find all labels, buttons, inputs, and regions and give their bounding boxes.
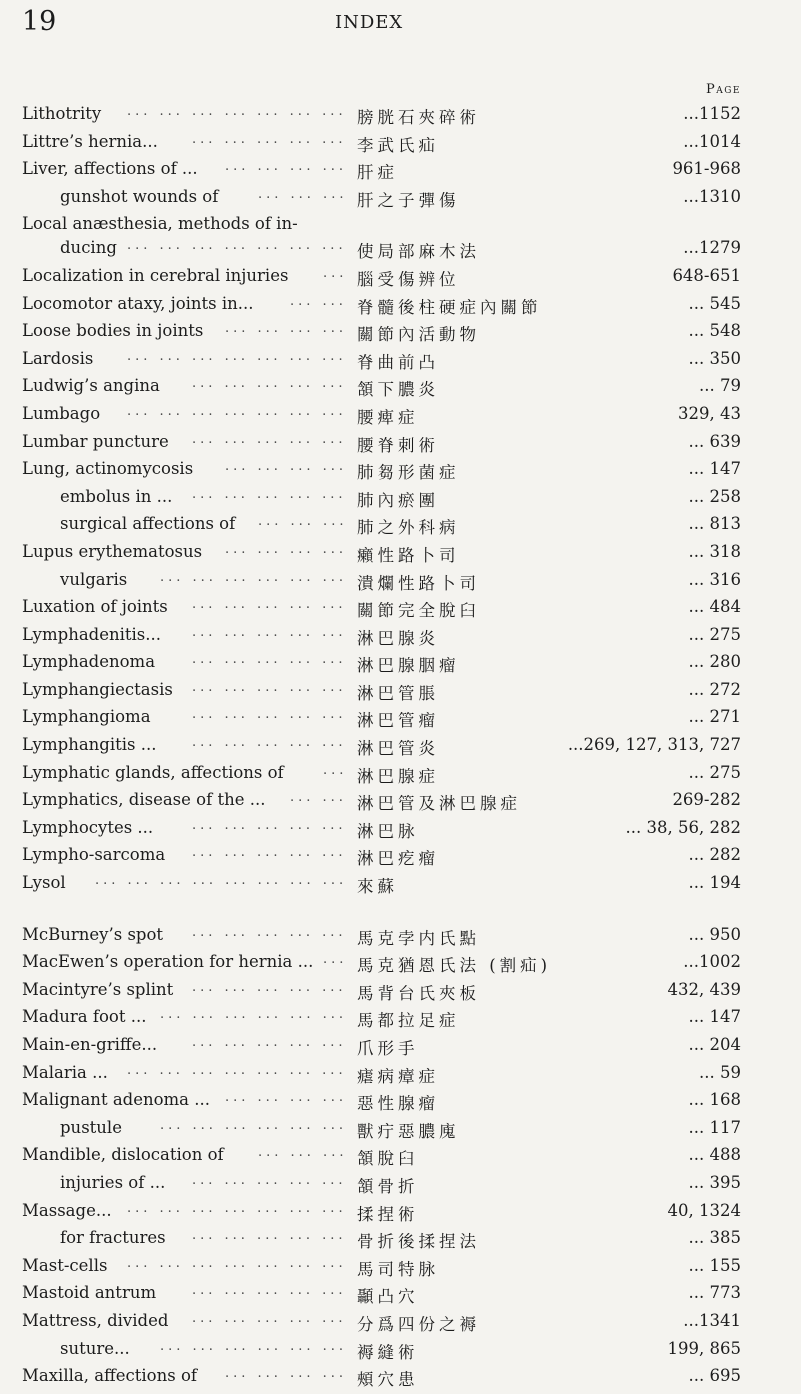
- entry-chinese-term: 脊曲前凸: [357, 352, 439, 372]
- entry-page-reference: ...1002: [683, 952, 741, 972]
- index-entry: [22, 873, 741, 901]
- entry-page-reference: ... 548: [688, 321, 741, 341]
- entry-page-reference: 961-968: [672, 159, 741, 179]
- leader-dots: ... ... ... ... ...: [192, 707, 347, 723]
- entry-term: Ludwig’s angina: [22, 376, 160, 396]
- index-entry: [22, 238, 741, 266]
- entry-page-reference: ... 950: [688, 924, 741, 944]
- entry-term: Madura foot ...: [22, 1007, 147, 1027]
- running-head: INDEX: [335, 12, 404, 33]
- index-entry: [22, 570, 741, 598]
- entry-page-reference: ... 271: [688, 707, 741, 727]
- leader-dots: ... ... ... ...: [225, 321, 347, 337]
- entry-term: Lymphocytes ...: [22, 817, 154, 837]
- leader-dots: ... ... ... ...: [225, 1366, 347, 1382]
- entry-page-reference: ... 272: [688, 679, 741, 699]
- entry-term: Mattress, divided: [22, 1310, 169, 1330]
- entry-chinese-term: 肝之子彈傷: [357, 190, 460, 210]
- leader-dots: ... ... ... ... ... ... ... ...: [95, 873, 348, 889]
- index-entry: [22, 1118, 741, 1146]
- entry-page-reference: ... 545: [688, 293, 741, 313]
- entry-page-reference: ... 695: [688, 1366, 741, 1386]
- entry-term: injuries of ...: [60, 1172, 166, 1192]
- entry-chinese-term: 淋巴管及淋巴腺症: [357, 794, 521, 814]
- entry-term: Lupus erythematosus: [22, 541, 203, 561]
- entry-page-reference: ... 350: [688, 348, 741, 368]
- index-entry: [22, 680, 741, 708]
- index-entry: [22, 404, 741, 432]
- leader-dots: ...: [323, 762, 348, 778]
- entry-page-reference: ... 59: [699, 1062, 741, 1082]
- leader-dots: ... ... ... ... ...: [192, 1035, 347, 1050]
- leader-dots: ... ... ... ... ... ... ...: [127, 403, 347, 419]
- entry-chinese-term: 腰痺症: [357, 407, 419, 427]
- entry-term: Lymphangiectasis: [22, 679, 173, 699]
- leader-dots: ... ... ... ... ... ... ...: [127, 1255, 347, 1271]
- index-entry: [22, 159, 741, 187]
- entry-term: Loose bodies in joints: [22, 321, 204, 341]
- entry-chinese-term: 淋巴腺胭瘤: [357, 656, 460, 676]
- index-entry: [22, 597, 741, 625]
- leader-dots: ... ... ... ... ...: [192, 624, 347, 640]
- index-entry: [22, 952, 741, 980]
- entry-chinese-term: 頷骨折: [357, 1176, 419, 1196]
- entry-chinese-term: 肺之外科病: [357, 518, 460, 538]
- leader-dots: ... ... ... ... ... ... ...: [127, 104, 347, 119]
- entry-term: Lymphatics, disease of the ...: [22, 790, 266, 810]
- entry-term: Lardosis: [22, 348, 94, 368]
- index-entry: [22, 1201, 741, 1229]
- entry-term: for fractures: [60, 1228, 166, 1248]
- entry-term: Main-en-griffe...: [22, 1035, 158, 1054]
- entry-page-reference: ... 79: [699, 376, 741, 396]
- entry-term: Littre’s hernia...: [22, 131, 158, 151]
- index-entry: [22, 625, 741, 653]
- index-entry: [22, 349, 741, 377]
- entry-term: ducing: [60, 238, 117, 258]
- entry-chinese-term: 馬都拉足症: [357, 1011, 460, 1031]
- entry-chinese-term: 淋巴疙瘤: [357, 849, 439, 869]
- index-entry: [22, 1283, 741, 1311]
- leader-dots: ... ... ... ... ...: [192, 597, 347, 613]
- entry-chinese-term: 關節內活動物: [357, 325, 480, 345]
- leader-dots: ... ... ... ... ...: [192, 1228, 347, 1244]
- index-entry: [22, 187, 741, 215]
- entry-page-reference: 269-282: [672, 790, 741, 810]
- entry-term: Malignant adenoma ...: [22, 1090, 211, 1110]
- leader-dots: ... ... ... ... ... ... ...: [127, 238, 347, 254]
- entry-page-reference: ... 117: [688, 1117, 741, 1137]
- entry-chinese-term: 揉捏術: [357, 1204, 419, 1224]
- index-entry: [22, 1145, 741, 1173]
- entry-chinese-term: 來蘇: [357, 877, 398, 897]
- leader-dots: ... ... ... ... ...: [192, 431, 347, 447]
- entry-term: Lympho-sarcoma: [22, 845, 166, 865]
- index-entry: [22, 1311, 741, 1339]
- leader-dots: ... ... ...: [258, 186, 348, 202]
- entry-chinese-term: 骨折後揉捏法: [357, 1232, 480, 1252]
- entry-page-reference: ... 773: [688, 1283, 741, 1303]
- index-entry: [22, 1366, 741, 1394]
- entry-chinese-term: 馬克孛内氏點: [357, 928, 480, 948]
- entry-page-reference: ... 488: [688, 1145, 741, 1165]
- entry-page-reference: ... 194: [688, 873, 741, 893]
- entry-chinese-term: 淋巴腺炎: [357, 628, 439, 648]
- entry-chinese-term: 瘧病瘴症: [357, 1066, 439, 1086]
- entry-term: Macintyre’s splint: [22, 979, 174, 999]
- entry-page-reference: ... 147: [688, 1007, 741, 1027]
- entry-term: Malaria ...: [22, 1062, 108, 1082]
- entry-page-reference: 648-651: [672, 265, 741, 285]
- entry-term: vulgaris: [60, 569, 128, 589]
- leader-dots: ... ... ... ... ... ... ...: [127, 1062, 347, 1078]
- entry-chinese-term: 關節完全脫臼: [357, 601, 480, 621]
- index-entry: [22, 790, 741, 818]
- entry-chinese-term: 使局部麻木法: [357, 242, 480, 262]
- entry-term: Local anæsthesia, methods of in-: [22, 214, 298, 234]
- entry-page-reference: ...1341: [683, 1310, 741, 1330]
- entry-term: Massage...: [22, 1200, 112, 1220]
- leader-dots: ... ... ... ... ...: [192, 924, 347, 940]
- entry-chinese-term: 淋巴脉: [357, 821, 419, 841]
- entry-page-reference: ... 282: [688, 845, 741, 865]
- index-entry: [22, 432, 741, 460]
- entry-page-reference: ... 275: [688, 624, 741, 644]
- entry-chinese-term: 腦受傷辨位: [357, 269, 460, 289]
- index-entry: [22, 266, 741, 294]
- index-entry: [22, 542, 741, 570]
- leader-dots: ... ... ... ... ...: [192, 679, 347, 695]
- entry-chinese-term: 頰穴患: [357, 1370, 419, 1390]
- leader-dots: ... ... ... ... ... ...: [160, 569, 348, 585]
- entry-page-reference: ... 147: [688, 459, 741, 479]
- index-entry: [22, 104, 741, 132]
- entry-page-reference: ...1310: [683, 186, 741, 206]
- index-entry: [22, 652, 741, 680]
- entry-chinese-term: 頷脫臼: [357, 1149, 419, 1169]
- leader-dots: ... ... ... ... ...: [192, 1310, 347, 1326]
- entry-page-reference: ... 275: [688, 762, 741, 782]
- index-entry: [22, 818, 741, 846]
- leader-dots: ...: [323, 265, 348, 281]
- entry-page-reference: ... 385: [688, 1228, 741, 1248]
- leader-dots: ... ... ... ... ...: [192, 1172, 347, 1188]
- index-entry: [22, 487, 741, 515]
- index-entry: [22, 514, 741, 542]
- entry-term: surgical affections of: [60, 514, 236, 534]
- entry-term: embolus in ...: [60, 486, 173, 506]
- entry-chinese-term: 肺芻形菌症: [357, 463, 460, 483]
- leader-dots: ... ... ... ... ... ... ...: [127, 348, 347, 364]
- entry-page-reference: ... 316: [688, 569, 741, 589]
- entry-chinese-term: 惡性腺瘤: [357, 1094, 439, 1114]
- entry-term: Mast-cells: [22, 1255, 108, 1275]
- page-number: 19: [22, 6, 57, 37]
- entry-chinese-term: 肝症: [357, 163, 398, 183]
- leader-dots: ... ... ... ... ...: [192, 845, 347, 861]
- leader-dots: ... ... ... ... ...: [192, 652, 347, 668]
- entry-chinese-term: 爪形手: [357, 1039, 419, 1058]
- index-entry: [22, 1063, 741, 1091]
- leader-dots: ... ... ... ... ...: [192, 1283, 347, 1299]
- entry-term: MacEwen’s operation for hernia ...: [22, 952, 314, 972]
- entry-page-reference: ... 813: [688, 514, 741, 534]
- entry-term: Lumbago: [22, 403, 101, 423]
- entry-page-reference: 329, 43: [678, 403, 741, 423]
- leader-dots: ... ... ... ... ...: [192, 979, 347, 995]
- entry-term: Lumbar puncture: [22, 431, 169, 451]
- index-entry: [22, 925, 741, 953]
- entry-chinese-term: 潰爛性路卜司: [357, 573, 480, 593]
- entry-page-reference: 199, 865: [667, 1338, 741, 1358]
- index-entry: [22, 1339, 741, 1367]
- entry-page-reference: ... 280: [688, 652, 741, 672]
- entry-chinese-term: 獸疔惡膿廆: [357, 1121, 460, 1141]
- entry-term: Lysol: [22, 873, 66, 893]
- entry-page-reference: ... 38, 56, 282: [625, 817, 741, 837]
- entry-chinese-term: 腰脊刺術: [357, 435, 439, 455]
- entry-term: pustule: [60, 1117, 122, 1137]
- entry-page-reference: ... 639: [688, 431, 741, 451]
- leader-dots: ... ... ... ... ...: [192, 735, 347, 751]
- entry-page-reference: 432, 439: [667, 979, 741, 999]
- entry-chinese-term: 淋巴管炎: [357, 739, 439, 759]
- leader-dots: ... ... ...: [258, 514, 348, 530]
- page-column-heading: Page: [705, 82, 741, 97]
- entry-term: Mandible, dislocation of: [22, 1145, 224, 1165]
- entry-page-reference: ... 204: [688, 1035, 741, 1054]
- entry-page-reference: ... 484: [688, 597, 741, 617]
- entry-page-reference: 40, 1324: [667, 1200, 741, 1220]
- leader-dots: ... ... ... ... ...: [192, 376, 347, 392]
- leader-dots: ... ...: [290, 790, 347, 806]
- leader-dots: ...: [323, 952, 348, 968]
- index-entry: [22, 845, 741, 873]
- entry-chinese-term: 分爲四份之褥: [357, 1314, 480, 1334]
- leader-dots: ... ... ... ...: [225, 541, 347, 557]
- index-entry: [22, 707, 741, 735]
- entry-term: Lymphatic glands, affections of: [22, 762, 284, 782]
- entry-page-reference: ... 168: [688, 1090, 741, 1110]
- index-entry: [22, 459, 741, 487]
- index-entry: [22, 980, 741, 1008]
- entry-page-reference: ...1279: [683, 238, 741, 258]
- index-entries: [22, 104, 741, 1394]
- entry-term: Lymphadenoma: [22, 652, 156, 672]
- entry-term: Lithotrity: [22, 104, 102, 123]
- index-entry: [22, 1173, 741, 1201]
- entry-page-reference: ... 155: [688, 1255, 741, 1275]
- entry-term: Maxilla, affections of: [22, 1366, 197, 1386]
- entry-chinese-term: 脊髓後柱硬症內關節: [357, 297, 542, 317]
- entry-chinese-term: 淋巴管脹: [357, 683, 439, 703]
- leader-dots: ... ... ... ... ... ...: [160, 1338, 348, 1354]
- leader-dots: ... ... ... ... ... ...: [160, 1007, 348, 1023]
- entry-term: McBurney’s spot: [22, 924, 164, 944]
- entry-page-reference: ...1014: [683, 131, 741, 151]
- entry-chinese-term: 淋巴腺症: [357, 766, 439, 786]
- index-entry: [22, 1035, 741, 1063]
- leader-dots: ... ... ... ... ... ...: [160, 1117, 348, 1133]
- index-entry: [22, 1090, 741, 1118]
- entry-page-reference: ...269, 127, 313, 727: [567, 735, 741, 755]
- entry-page-reference: ... 318: [688, 541, 741, 561]
- entry-term: Localization in cerebral injuries: [22, 265, 289, 285]
- leader-dots: ... ... ... ... ...: [192, 486, 347, 502]
- leader-dots: ... ... ... ... ... ... ...: [127, 1200, 347, 1216]
- index-entry: [22, 294, 741, 322]
- entry-chinese-term: 癩性路卜司: [357, 545, 460, 565]
- entry-chinese-term: 膀胱石夾碎術: [357, 108, 480, 127]
- entry-page-reference: ... 258: [688, 486, 741, 506]
- leader-dots: ... ... ... ...: [225, 1090, 347, 1106]
- leader-dots: ... ... ...: [258, 1145, 348, 1161]
- entry-chinese-term: 肺內瘀團: [357, 490, 439, 510]
- entry-term: Lymphangitis ...: [22, 735, 157, 755]
- entry-term: Locomotor ataxy, joints in...: [22, 293, 254, 313]
- entry-chinese-term: 李武氏疝: [357, 135, 439, 155]
- index-entry: [22, 321, 741, 349]
- leader-dots: ... ... ... ... ...: [192, 131, 347, 147]
- entry-term: Lung, actinomycosis: [22, 459, 194, 479]
- leader-dots: ... ... ... ... ...: [192, 817, 347, 833]
- index-entry: [22, 735, 741, 763]
- index-entry: [22, 1007, 741, 1035]
- index-entry: [22, 763, 741, 791]
- leader-dots: ... ...: [290, 293, 347, 309]
- entry-chinese-term: 褥縫術: [357, 1342, 419, 1362]
- entry-page-reference: ... 395: [688, 1172, 741, 1192]
- leader-dots: ... ... ... ...: [225, 159, 347, 175]
- index-entry: [22, 1256, 741, 1284]
- entry-chinese-term: 淋巴管瘤: [357, 711, 439, 731]
- entry-chinese-term: 頷下膿炎: [357, 380, 439, 400]
- index-entry: [22, 376, 741, 404]
- leader-dots: ... ... ... ...: [225, 459, 347, 475]
- index-entry: [22, 214, 741, 238]
- entry-term: gunshot wounds of: [60, 186, 219, 206]
- entry-chinese-term: 馬背台氏夾板: [357, 983, 480, 1003]
- entry-chinese-term: 馬克猶恩氏法 (割疝): [357, 956, 552, 976]
- entry-term: suture...: [60, 1338, 130, 1358]
- entry-term: Luxation of joints: [22, 597, 168, 617]
- entry-chinese-term: 馬司特脉: [357, 1259, 439, 1279]
- entry-term: Liver, affections of ...: [22, 159, 198, 179]
- index-entry: [22, 1228, 741, 1256]
- index-entry: [22, 132, 741, 160]
- entry-term: Lymphadenitis...: [22, 624, 162, 644]
- entry-chinese-term: 顳凸穴: [357, 1287, 419, 1307]
- entry-term: Lymphangioma: [22, 707, 151, 727]
- entry-page-reference: ...1152: [683, 104, 741, 123]
- entry-term: Mastoid antrum: [22, 1283, 157, 1303]
